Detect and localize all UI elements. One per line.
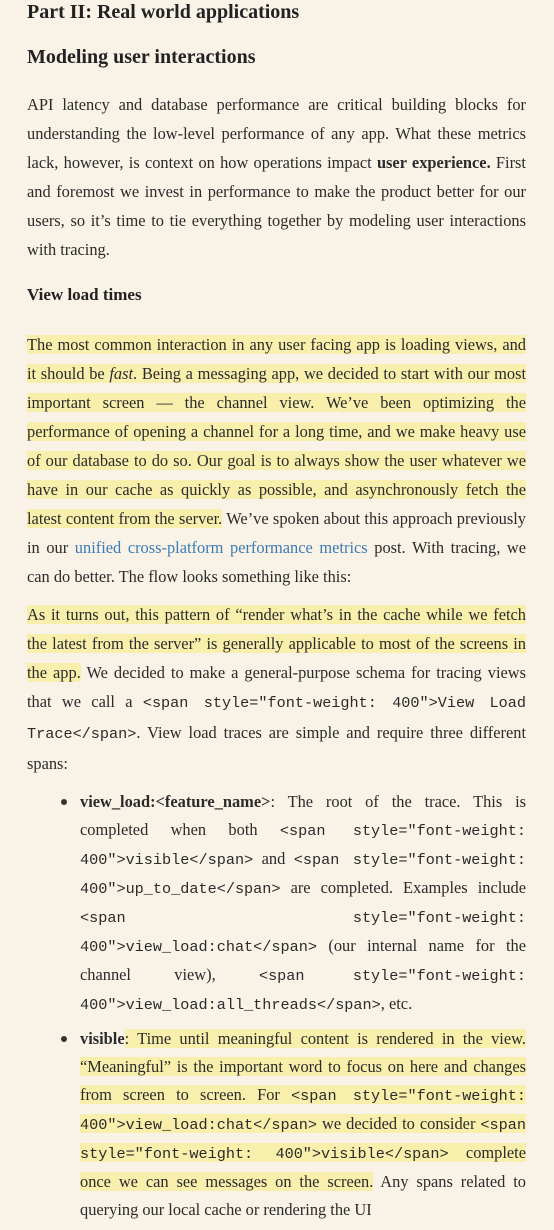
list-text: (our internal name for the channel view), xyxy=(80,936,526,984)
part-heading: Part II: Real world applications xyxy=(27,1,300,23)
body-text-1: We’ve spoken about this approach previously in our xyxy=(27,509,526,557)
span-name xyxy=(80,792,270,811)
list-text: and xyxy=(253,849,294,868)
pattern-text-1: We decided to make a general-purpose schema for tracing views that we call a xyxy=(27,663,526,711)
highlight-text-2: . Being a messaging app, we decided to start with our most important screen — the channel view. We’ve been optimizing the performance of opening a channel for a long time, and we make heavy use of our database to do so. Our goal is to always show the user whatever we have in our cache as quickly as possible, and asynchronously fetch the latest content from the server. xyxy=(27,364,526,528)
list-text: we decided to consider xyxy=(316,1114,481,1133)
pattern-paragraph xyxy=(27,600,526,778)
view-load-paragraph xyxy=(27,330,526,591)
list-text: , etc. xyxy=(380,994,413,1013)
list-text: complete once we can see messages on the screen. xyxy=(80,1143,526,1191)
intro-rest-text: First and foremost we invest in performance to make the product better for our users, so it’s time to tie everything together by modeling user interactions with tracing. xyxy=(27,153,526,259)
intro-paragraph xyxy=(27,90,526,264)
intro-bold-text: user experience. xyxy=(376,153,491,172)
list-text: are completed. Examples include xyxy=(280,878,526,897)
pattern-highlight: As it turns out, this pattern of “render what’s in the cache while we fetch the latest from the server” is generally applicable to most of the screens in the app. xyxy=(27,605,526,682)
span-name-part: view_load xyxy=(80,792,151,811)
unified-metrics-link[interactable]: unified cross-platform performance metrics xyxy=(74,538,368,557)
code-snippet: <span style="font-weight: 400">view_load:chat</span> xyxy=(80,1087,526,1134)
fast-emphasis: fast xyxy=(109,364,134,383)
pattern-text-2: . View load traces are simple and require three different spans: xyxy=(27,723,526,773)
visible-highlight xyxy=(80,1029,526,1191)
body-text-2: post. With tracing, we can do better. The flow looks something like this: xyxy=(27,538,526,586)
span-name-part: :<feature_name> xyxy=(150,792,271,811)
list-item-visible xyxy=(27,1025,526,1224)
code-snippet: <span style="font-weight: 400">visible</span> xyxy=(80,1116,526,1163)
intro-text: API latency and database performance are critical building blocks for understanding the low-level performance of any app. What these metrics lack, however, is context on how operations impact xyxy=(27,95,526,172)
view-load-times-heading: View load times xyxy=(27,285,142,304)
code-snippet: <span style="font-weight: 400">view_load:all_threads</span> xyxy=(80,967,526,1014)
list-item-view-load xyxy=(27,788,526,1019)
code-snippet: <span style="font-weight: 400">visible</span> xyxy=(80,822,526,869)
list-text: : Time until meaningful content is rendered in the view. “Meaningful” is the important word to focus on here and changes from screen to screen. For xyxy=(80,1029,526,1104)
highlight-text-1: The most common interaction in any user facing app is loading views, and it should be xyxy=(27,335,526,383)
highlighted-text xyxy=(27,335,526,528)
list-text: Any spans related to querying our local cache or rendering the UI xyxy=(80,1172,526,1219)
section-heading: Modeling user interactions xyxy=(27,46,256,68)
view-load-trace-code: <span style="font-weight: 400">View Load Trace</span> xyxy=(27,694,526,743)
span-list xyxy=(27,788,526,1230)
list-text: : The root of the trace. This is completed when both xyxy=(80,792,526,839)
code-snippet: <span style="font-weight: 400">view_load:chat</span> xyxy=(80,909,526,956)
code-snippet: <span style="font-weight: 400">up_to_date</span> xyxy=(80,851,526,898)
span-name: visible xyxy=(80,1029,125,1048)
